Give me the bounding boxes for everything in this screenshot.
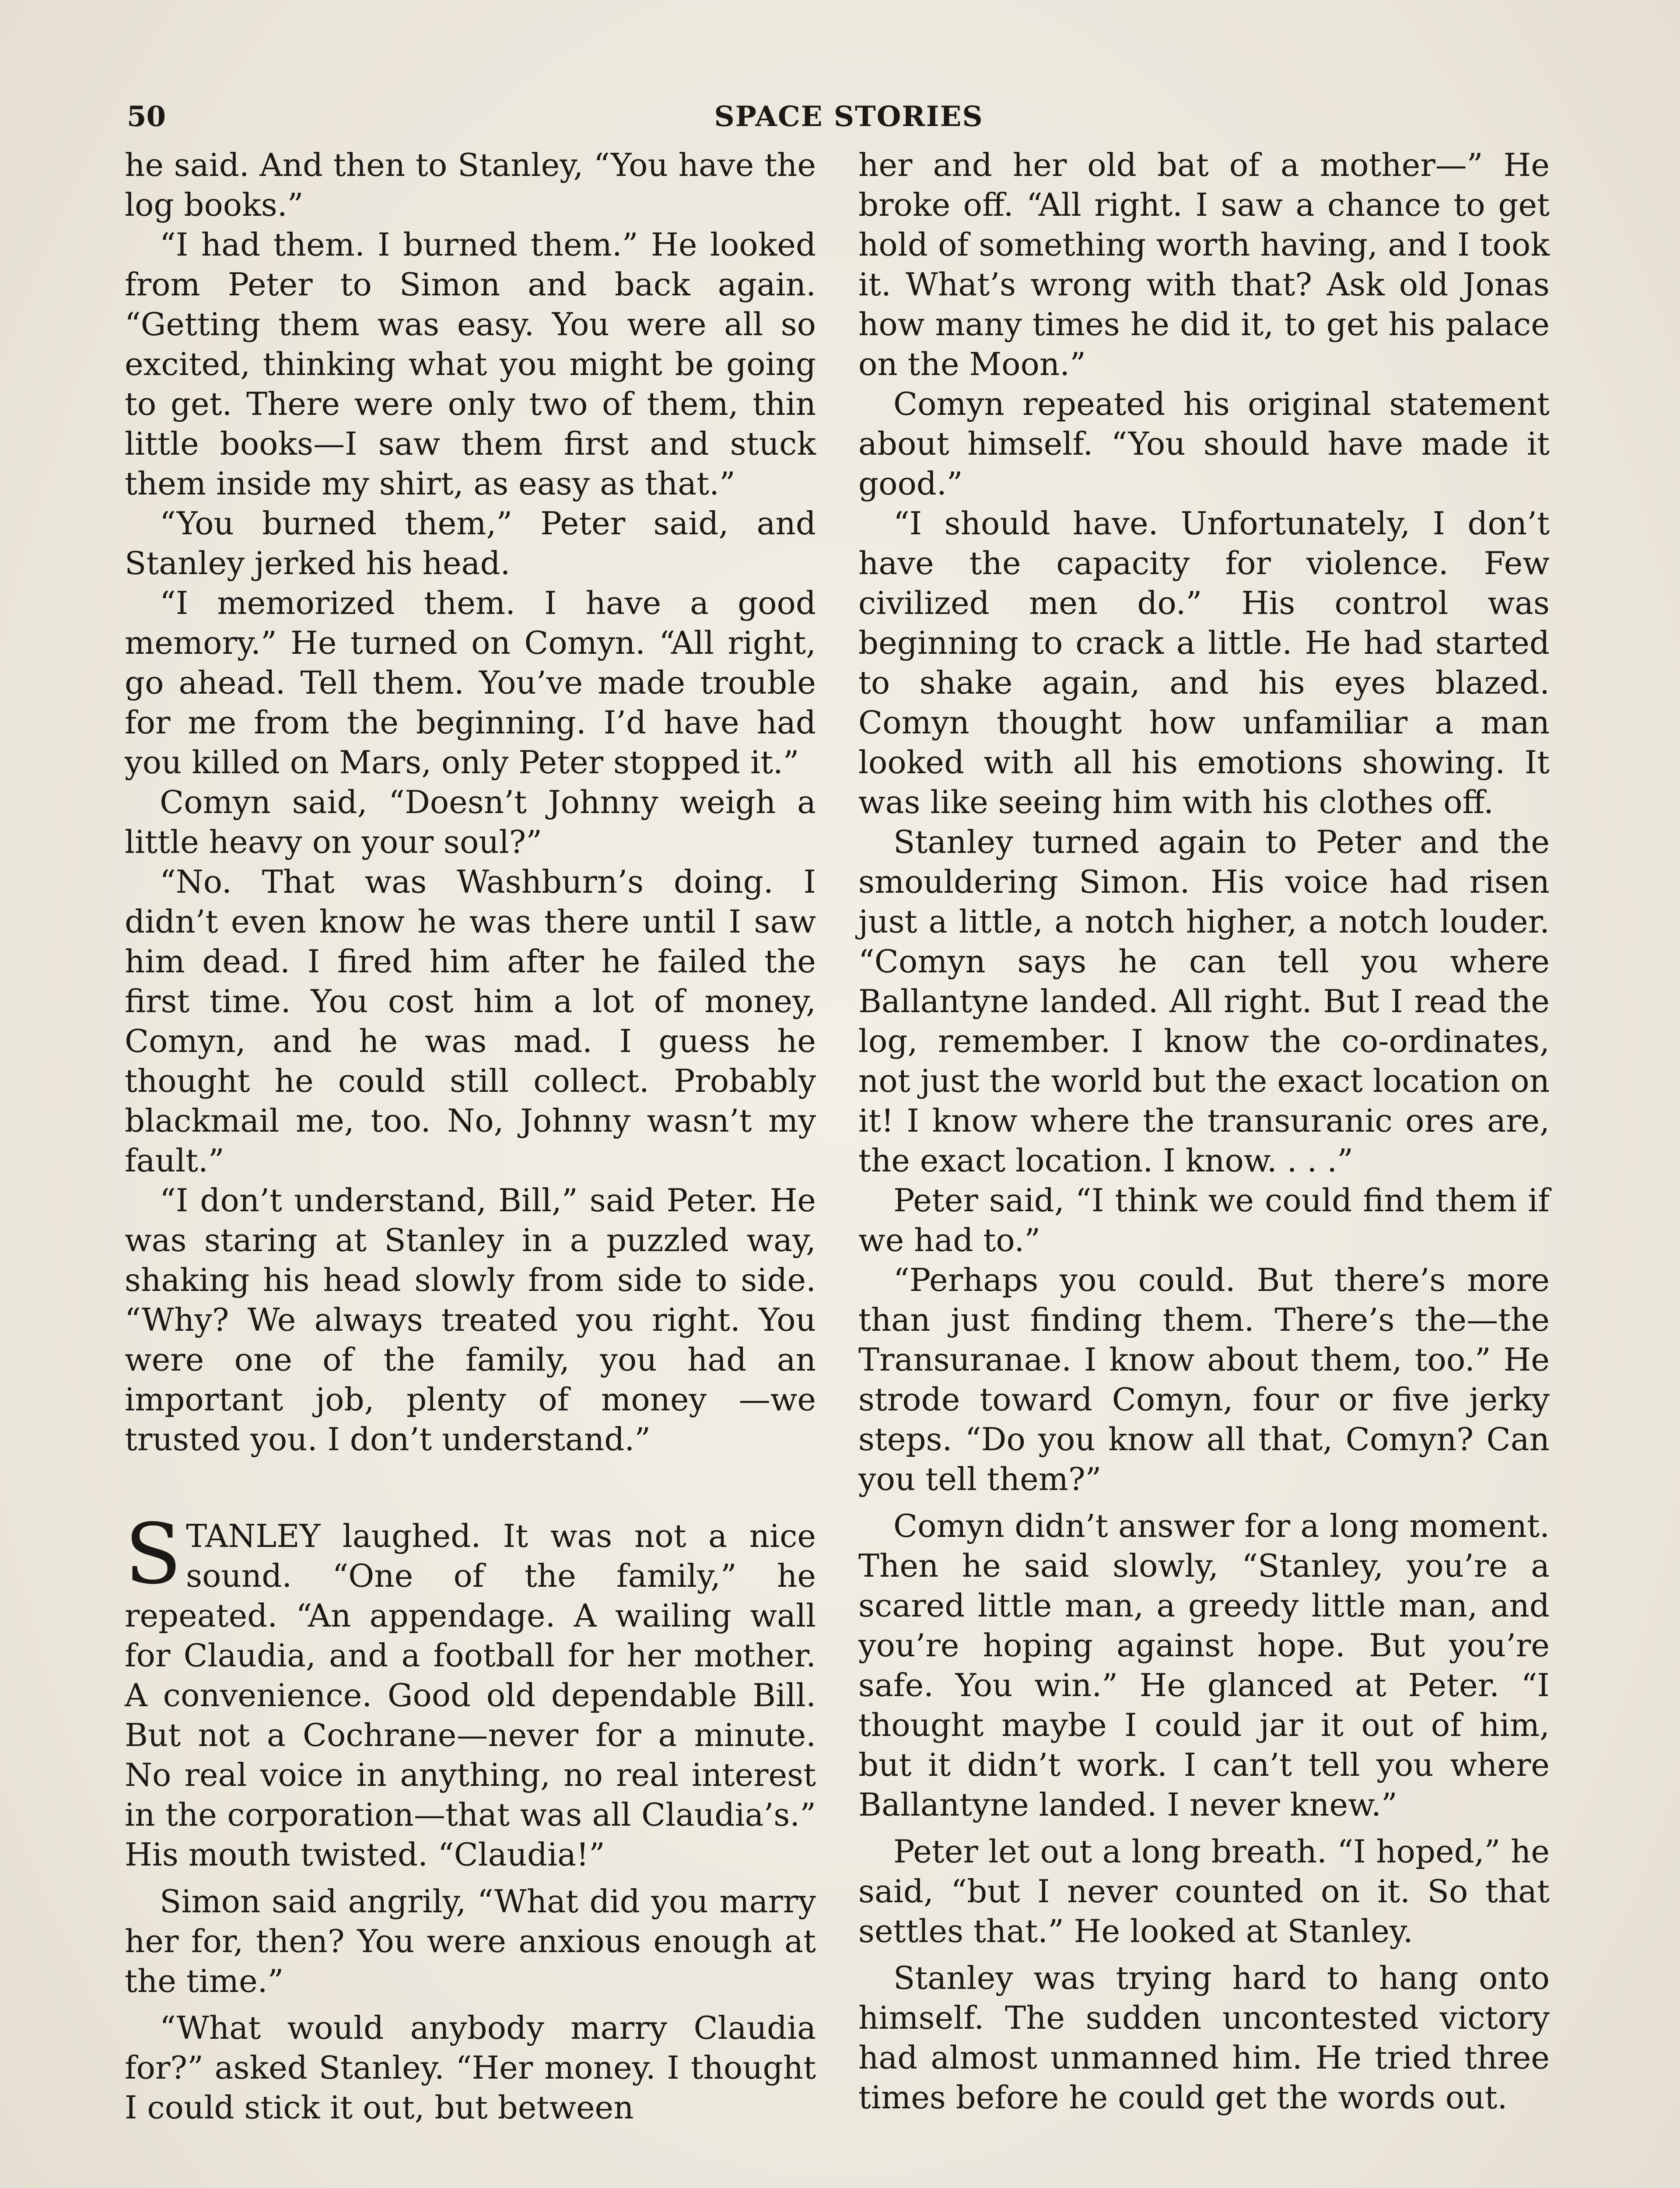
left-column <box>125 145 816 2128</box>
running-title: SPACE STORIES <box>714 100 984 133</box>
paragraph: “I don’t understand, Bill,” said Peter. He was staring at Stanley in a puzzled way, shaking his head slowly from side to side. “Why? We always treated you right. You were one of the family, you had an important job, plenty of money —we trusted you. I don’t understand.” <box>125 1182 816 1458</box>
paragraph: “I had them. I burned them.” He looked from Peter to Simon and back again. “Getting them was easy. You were all so excited, thinking what you might be going to get. There were only two of them, thin little books—I saw them first and stuck them inside my shirt, as easy as that.” <box>125 226 816 502</box>
drop-cap: S <box>125 1506 182 1602</box>
paragraph: “What would anybody marry Claudia for?” asked Stanley. “Her money. I thought I could stick it out, but between <box>125 2009 816 2126</box>
paragraph: “Perhaps you could. But there’s more than just finding them. There’s the—the Transuranae. I know about them, too.” He strode toward Comyn, four or five jerky steps. “Do you know all that, Comyn? Can you tell them?” <box>858 1262 1550 1497</box>
paragraph: Comyn didn’t answer for a long moment. Then he said slowly, “Stanley, you’re a scared little man, a greedy little man, and you’re hoping against hope. But you’re safe. You win.” He glanced at Peter. “I thought maybe I could jar it out of him, but it didn’t work. I can’t tell you where Ballantyne landed. I never knew.” <box>858 1508 1550 1823</box>
section-start-paragraph <box>125 1506 816 1875</box>
paragraph: Comyn repeated his original statement about himself. “You should have made it good.” <box>858 386 1550 502</box>
paragraph: “I memorized them. I have a good memory.” He turned on Comyn. “All right, go ahead. Tell them. You’ve made trouble for me from the beginning. I’d have had you killed on Mars, only Peter stopped it.” <box>125 585 816 781</box>
paragraph: her and her old bat of a mother—” He broke off. “All right. I saw a chance to get hold of something worth having, and I took it. What’s wrong with that? Ask old Jonas how many times he did it, to get his palace on the Moon.” <box>858 147 1550 382</box>
paragraph: “You burned them,” Peter said, and Stanley jerked his head. <box>125 505 816 582</box>
right-column <box>858 145 1550 2118</box>
page-number: 50 <box>127 100 166 133</box>
paragraph: Stanley was trying hard to hang onto himself. The sudden uncontested victory had almost unmanned him. He tried three times before he could get the words out. <box>858 1960 1550 2116</box>
paragraph: Comyn said, “Doesn’t Johnny weigh a little heavy on your soul?” <box>125 784 816 860</box>
page-header <box>127 97 1571 137</box>
paragraph: “I should have. Unfortunately, I don’t have the capacity for violence. Few civilized men do.” His control was beginning to crack a little. He had started to shake again, and his eyes blazed. Comyn thought how unfamiliar a man looked with all his emotions showing. It was like seeing him with his clothes off. <box>858 505 1550 820</box>
paragraph: Peter said, “I think we could find them if we had to.” <box>858 1182 1550 1259</box>
paragraph: “No. That was Washburn’s doing. I didn’t even know he was there until I saw him dead. I fired him after he failed the first time. You cost him a lot of money, Comyn, and he was mad. I guess he thought he could still collect. Probably blackmail me, too. No, Johnny wasn’t my fault.” <box>125 863 816 1179</box>
paragraph: he said. And then to Stanley, “You have the log books.” <box>125 147 816 223</box>
paragraph: Stanley turned again to Peter and the smouldering Simon. His voice had risen just a little, a notch higher, a notch louder. “Comyn says he can tell you where Ballantyne landed. All right. But I read the log, remember. I know the co-ordinates, not just the world but the exact location on it! I know where the transuranic ores are, the exact location. I know. . . .” <box>858 824 1550 1179</box>
paragraph: Peter let out a long breath. “I hoped,” he said, “but I never counted on it. So that settles that.” He looked at Stanley. <box>858 1833 1550 1950</box>
paragraph: Simon said angrily, “What did you marry her for, then? You were anxious enough at the time.” <box>125 1883 816 1999</box>
paragraph-text: TANLEY laughed. It was not a nice sound. “One of the family,” he repeated. “An appendage. A wailing wall for Claudia, and a football for her mother. A convenience. Good old dependable Bill. But not a Cochrane—never for a minute. No real voice in anything, no real interest in the corporation—that was all Claudia’s.” His mouth twisted. “Claudia!” <box>125 1518 816 1873</box>
